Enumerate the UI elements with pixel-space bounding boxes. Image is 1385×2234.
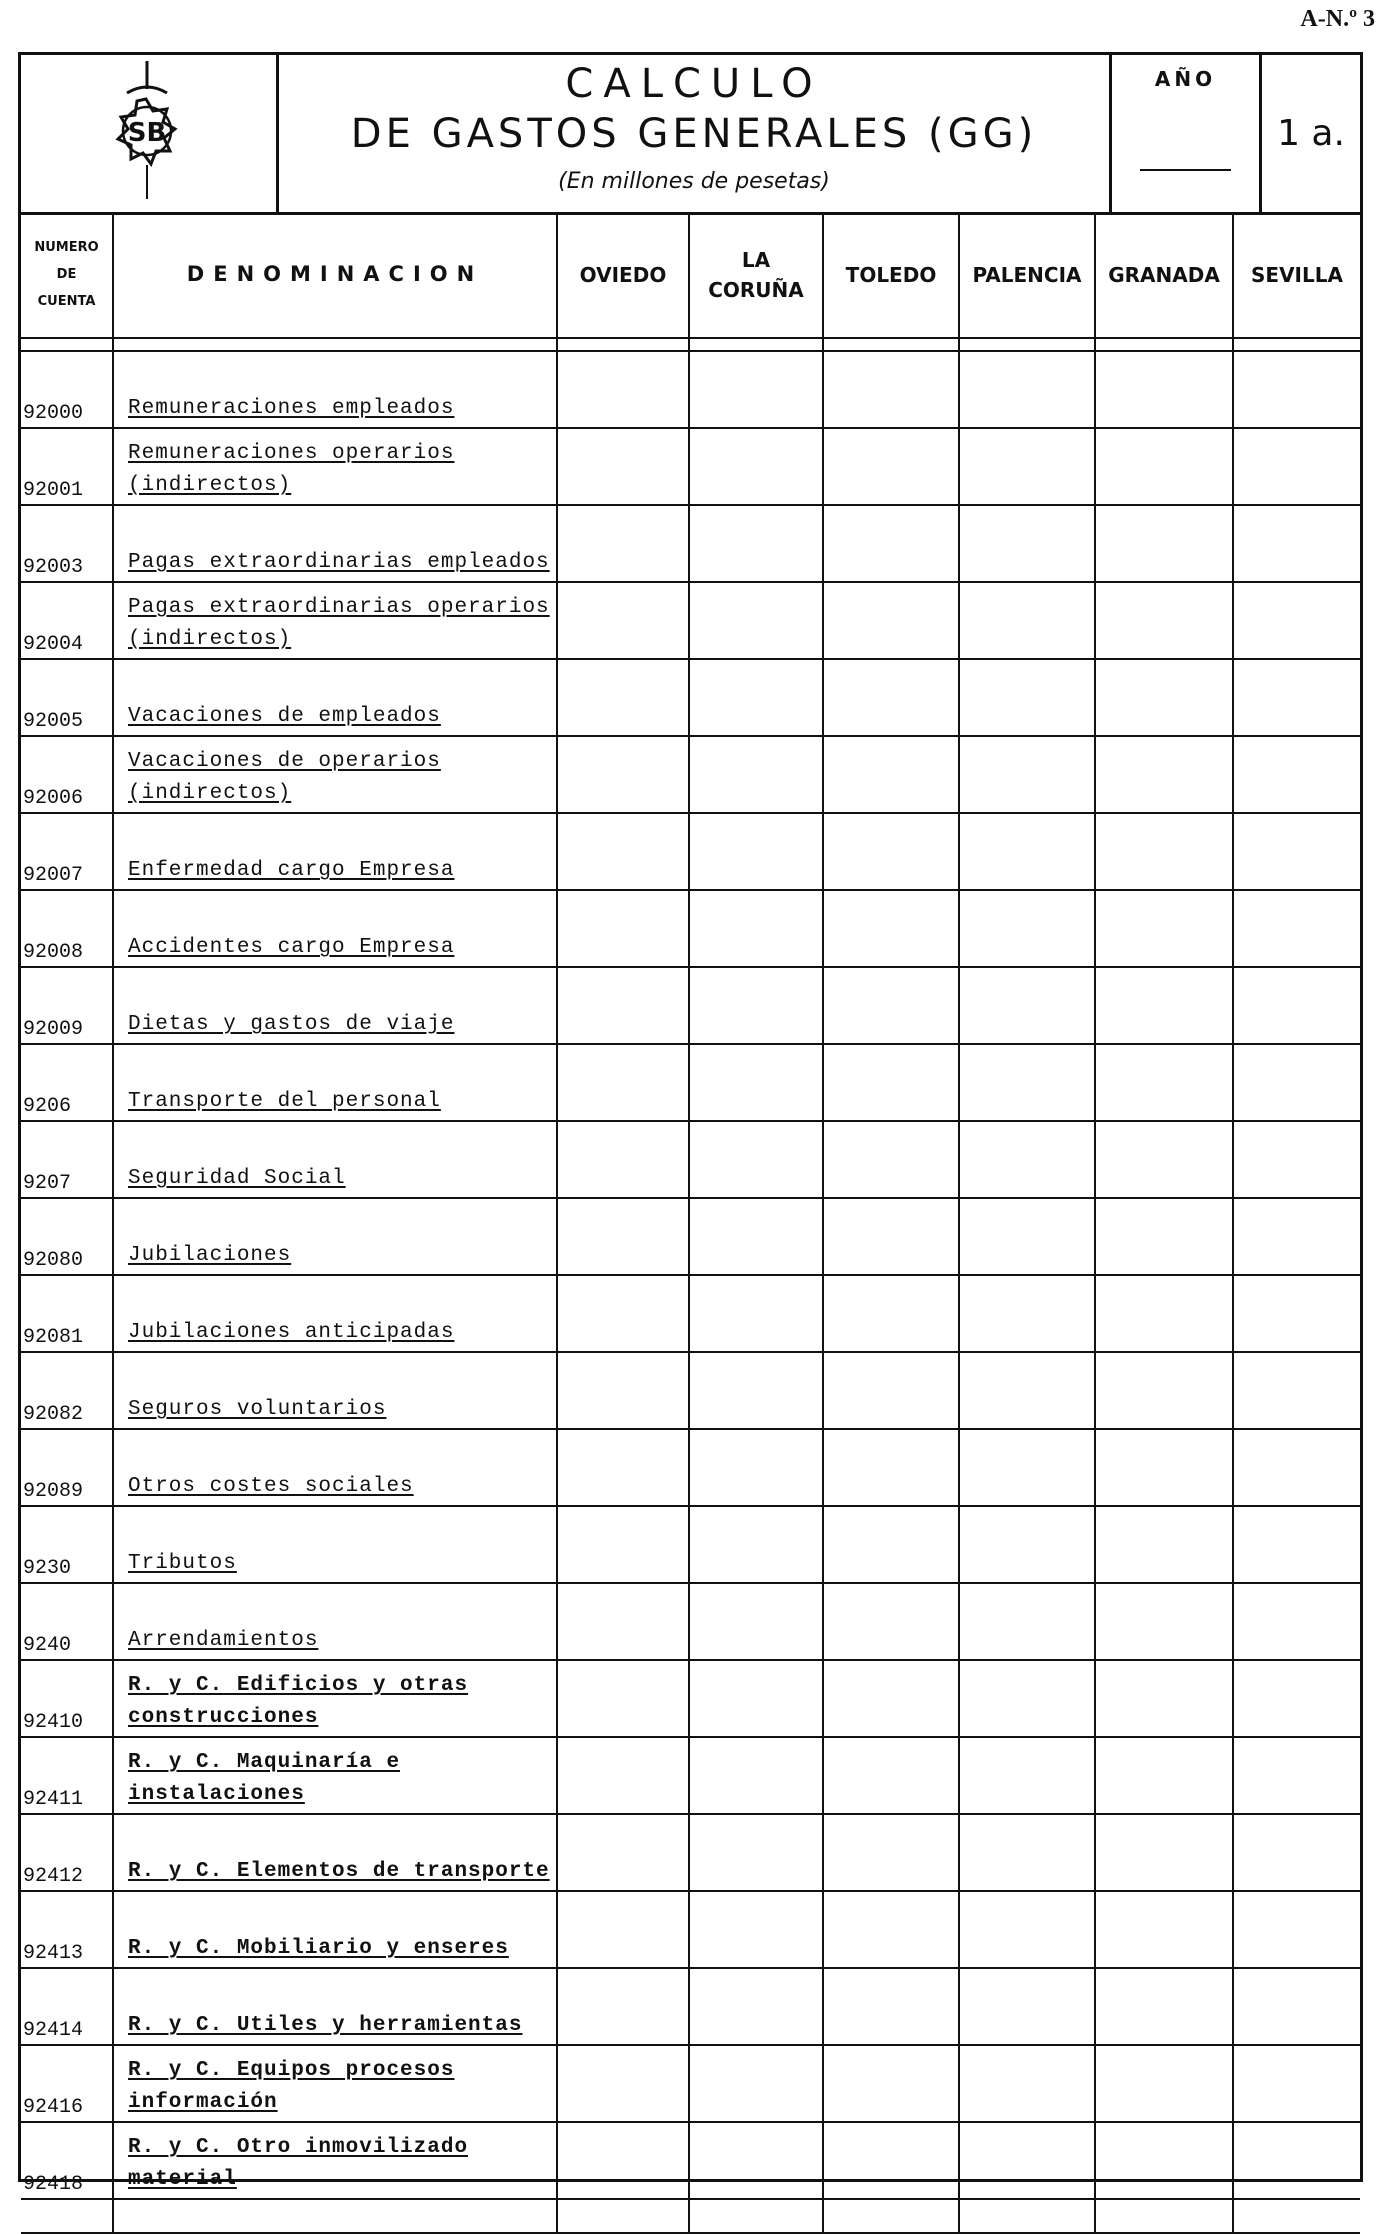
value-cell-oviedo[interactable] (557, 582, 689, 659)
value-cell-palencia[interactable] (959, 659, 1095, 736)
table-row (21, 1044, 1360, 1121)
sheet-number: 1 a. (1277, 113, 1345, 154)
value-cell-palencia[interactable] (959, 2122, 1095, 2199)
value-cell-la-coruna[interactable] (689, 1506, 823, 1583)
account-code: 92003 (21, 505, 113, 582)
value-cell-granada[interactable] (1095, 2045, 1233, 2122)
account-name: R. y C. Otro inmovilizado material (113, 2122, 557, 2199)
account-name: R. y C. Maquinaría e instalaciones (113, 1737, 557, 1814)
table-row (21, 1506, 1360, 1583)
value-cell-granada[interactable] (1095, 1583, 1233, 1660)
value-cell-granada[interactable] (1095, 967, 1233, 1044)
table-row (21, 736, 1360, 813)
value-cell-palencia[interactable] (959, 1121, 1095, 1198)
value-cell-la-coruna[interactable] (689, 2122, 823, 2199)
account-name: Arrendamientos (113, 1583, 557, 1660)
table-row (21, 1891, 1360, 1968)
value-cell-granada[interactable] (1095, 736, 1233, 813)
svg-text:SB: SB (127, 118, 167, 148)
value-cell-la-coruna[interactable] (689, 1429, 823, 1506)
value-cell-la-coruna[interactable] (689, 813, 823, 890)
table-row (21, 659, 1360, 736)
account-code: 9230 (21, 1506, 113, 1583)
account-name: Pagas extraordinarias operarios (indirectos) (113, 582, 557, 659)
value-cell-palencia[interactable] (959, 1660, 1095, 1737)
value-cell-palencia[interactable] (959, 1737, 1095, 1814)
value-cell-la-coruna[interactable] (689, 1891, 823, 1968)
account-name: R. y C. Mobiliario y enseres (113, 1891, 557, 1968)
value-cell-palencia[interactable] (959, 582, 1095, 659)
table-row (21, 1737, 1360, 1814)
account-number-header: NUMERO DE CUENTA (21, 212, 113, 338)
account-code: 92411 (21, 1737, 113, 1814)
value-cell-sevilla[interactable] (1233, 1891, 1360, 1968)
value-cell-oviedo[interactable] (557, 1121, 689, 1198)
value-cell-toledo[interactable] (823, 1198, 959, 1275)
value-cell-oviedo[interactable] (557, 1352, 689, 1429)
value-cell-palencia[interactable] (959, 736, 1095, 813)
empty-cell[interactable] (959, 2199, 1095, 2233)
empty-cell[interactable] (1233, 2199, 1360, 2233)
account-name: Remuneraciones empleados (113, 351, 557, 428)
value-cell-granada[interactable] (1095, 1968, 1233, 2045)
account-code: 92081 (21, 1275, 113, 1352)
table-row (21, 1275, 1360, 1352)
value-cell-toledo[interactable] (823, 1968, 959, 2045)
value-cell-oviedo[interactable] (557, 2045, 689, 2122)
value-cell-la-coruna[interactable] (689, 582, 823, 659)
value-cell-palencia[interactable] (959, 1429, 1095, 1506)
table-body (21, 338, 1360, 2233)
account-name: Jubilaciones (113, 1198, 557, 1275)
value-cell-granada[interactable] (1095, 1044, 1233, 1121)
value-cell-granada[interactable] (1095, 659, 1233, 736)
account-code: 92412 (21, 1814, 113, 1891)
empty-cell[interactable] (689, 2199, 823, 2233)
value-cell-sevilla[interactable] (1233, 1814, 1360, 1891)
value-cell-palencia[interactable] (959, 813, 1095, 890)
logo-cell (21, 55, 279, 212)
value-cell-oviedo[interactable] (557, 505, 689, 582)
value-cell-toledo[interactable] (823, 1044, 959, 1121)
value-cell-palencia[interactable] (959, 890, 1095, 967)
value-cell-palencia[interactable] (959, 1814, 1095, 1891)
account-name: Pagas extraordinarias empleados (113, 505, 557, 582)
table-row (21, 1583, 1360, 1660)
value-cell-toledo[interactable] (823, 1737, 959, 1814)
value-cell-toledo[interactable] (823, 2122, 959, 2199)
city-header-toledo: TOLEDO (823, 212, 959, 338)
expense-table (21, 212, 1360, 2234)
value-cell-toledo[interactable] (823, 351, 959, 428)
account-code: 92006 (21, 736, 113, 813)
spacer-row (21, 338, 1360, 351)
value-cell-sevilla[interactable] (1233, 659, 1360, 736)
value-cell-sevilla[interactable] (1233, 1968, 1360, 2045)
empty-row (21, 2199, 1360, 2233)
value-cell-oviedo[interactable] (557, 890, 689, 967)
value-cell-toledo[interactable] (823, 1814, 959, 1891)
table-row (21, 2122, 1360, 2199)
value-cell-granada[interactable] (1095, 1429, 1233, 1506)
value-cell-oviedo[interactable] (557, 1506, 689, 1583)
form-title: CALCULO (565, 61, 823, 107)
form-subtitle: (En millones de pesetas) (558, 169, 830, 194)
value-cell-oviedo[interactable] (557, 1968, 689, 2045)
value-cell-sevilla[interactable] (1233, 1429, 1360, 1506)
empty-cell (21, 2199, 113, 2233)
value-cell-toledo[interactable] (823, 813, 959, 890)
value-cell-la-coruna[interactable] (689, 1660, 823, 1737)
account-code: 92001 (21, 428, 113, 505)
value-cell-oviedo[interactable] (557, 1814, 689, 1891)
value-cell-toledo[interactable] (823, 1352, 959, 1429)
value-cell-sevilla[interactable] (1233, 1275, 1360, 1352)
account-code: 92080 (21, 1198, 113, 1275)
account-code: 92414 (21, 1968, 113, 2045)
account-name: Vacaciones de operarios (indirectos) (113, 736, 557, 813)
value-cell-toledo[interactable] (823, 659, 959, 736)
year-field-line[interactable] (1140, 169, 1231, 171)
account-name: Vacaciones de empleados (113, 659, 557, 736)
table-row (21, 2045, 1360, 2122)
table-row (21, 1198, 1360, 1275)
value-cell-granada[interactable] (1095, 1814, 1233, 1891)
account-code: 92089 (21, 1429, 113, 1506)
value-cell-palencia[interactable] (959, 2045, 1095, 2122)
value-cell-sevilla[interactable] (1233, 736, 1360, 813)
value-cell-palencia[interactable] (959, 1968, 1095, 2045)
empty-cell[interactable] (557, 2199, 689, 2233)
value-cell-sevilla[interactable] (1233, 1121, 1360, 1198)
value-cell-granada[interactable] (1095, 1506, 1233, 1583)
account-code: 92007 (21, 813, 113, 890)
value-cell-toledo[interactable] (823, 1275, 959, 1352)
value-cell-la-coruna[interactable] (689, 1968, 823, 2045)
value-cell-oviedo[interactable] (557, 1891, 689, 1968)
value-cell-palencia[interactable] (959, 1352, 1095, 1429)
annex-label: A-N.º 3 (1300, 6, 1375, 32)
value-cell-oviedo[interactable] (557, 1583, 689, 1660)
value-cell-la-coruna[interactable] (689, 2045, 823, 2122)
value-cell-granada[interactable] (1095, 582, 1233, 659)
value-cell-toledo[interactable] (823, 428, 959, 505)
account-code: 92416 (21, 2045, 113, 2122)
value-cell-toledo[interactable] (823, 505, 959, 582)
account-code: 9206 (21, 1044, 113, 1121)
value-cell-toledo[interactable] (823, 1660, 959, 1737)
value-cell-oviedo[interactable] (557, 736, 689, 813)
account-name: Seguros voluntarios (113, 1352, 557, 1429)
value-cell-granada[interactable] (1095, 505, 1233, 582)
account-code: 92410 (21, 1660, 113, 1737)
value-cell-la-coruna[interactable] (689, 659, 823, 736)
value-cell-granada[interactable] (1095, 1198, 1233, 1275)
city-header-la-coruna: LA CORUÑA (689, 212, 823, 338)
value-cell-sevilla[interactable] (1233, 505, 1360, 582)
value-cell-toledo[interactable] (823, 1429, 959, 1506)
value-cell-granada[interactable] (1095, 428, 1233, 505)
table-row (21, 505, 1360, 582)
value-cell-palencia[interactable] (959, 351, 1095, 428)
table-row (21, 813, 1360, 890)
value-cell-granada[interactable] (1095, 1121, 1233, 1198)
company-logo-icon (91, 59, 201, 209)
expense-form (18, 52, 1363, 2196)
table-row (21, 582, 1360, 659)
value-cell-sevilla[interactable] (1233, 2122, 1360, 2199)
value-cell-oviedo[interactable] (557, 1198, 689, 1275)
value-cell-la-coruna[interactable] (689, 1275, 823, 1352)
value-cell-sevilla[interactable] (1233, 351, 1360, 428)
table-row (21, 428, 1360, 505)
table-row (21, 967, 1360, 1044)
value-cell-sevilla[interactable] (1233, 1352, 1360, 1429)
value-cell-granada[interactable] (1095, 1737, 1233, 1814)
account-name: Jubilaciones anticipadas (113, 1275, 557, 1352)
empty-cell (113, 2199, 557, 2233)
value-cell-oviedo[interactable] (557, 1660, 689, 1737)
account-code: 9240 (21, 1583, 113, 1660)
value-cell-palencia[interactable] (959, 505, 1095, 582)
value-cell-la-coruna[interactable] (689, 736, 823, 813)
value-cell-toledo[interactable] (823, 967, 959, 1044)
title-cell (279, 55, 1112, 212)
value-cell-la-coruna[interactable] (689, 428, 823, 505)
value-cell-sevilla[interactable] (1233, 582, 1360, 659)
value-cell-oviedo[interactable] (557, 967, 689, 1044)
value-cell-sevilla[interactable] (1233, 1583, 1360, 1660)
account-name: R. y C. Edificios y otras construcciones (113, 1660, 557, 1737)
table-row (21, 1968, 1360, 2045)
value-cell-toledo[interactable] (823, 1121, 959, 1198)
value-cell-la-coruna[interactable] (689, 1583, 823, 1660)
value-cell-sevilla[interactable] (1233, 967, 1360, 1044)
value-cell-palencia[interactable] (959, 1044, 1095, 1121)
account-code: 9207 (21, 1121, 113, 1198)
account-name: Enfermedad cargo Empresa (113, 813, 557, 890)
account-name: R. y C. Utiles y herramientas (113, 1968, 557, 2045)
account-name: Remuneraciones operarios (indirectos) (113, 428, 557, 505)
value-cell-sevilla[interactable] (1233, 1198, 1360, 1275)
value-cell-granada[interactable] (1095, 890, 1233, 967)
value-cell-sevilla[interactable] (1233, 2045, 1360, 2122)
account-name: R. y C. Elementos de transporte (113, 1814, 557, 1891)
table-row (21, 1121, 1360, 1198)
value-cell-sevilla[interactable] (1233, 1044, 1360, 1121)
value-cell-toledo[interactable] (823, 1583, 959, 1660)
value-cell-granada[interactable] (1095, 351, 1233, 428)
value-cell-granada[interactable] (1095, 1352, 1233, 1429)
empty-cell[interactable] (823, 2199, 959, 2233)
value-cell-palencia[interactable] (959, 967, 1095, 1044)
table-row (21, 1660, 1360, 1737)
value-cell-la-coruna[interactable] (689, 890, 823, 967)
city-header-palencia: PALENCIA (959, 212, 1095, 338)
value-cell-la-coruna[interactable] (689, 505, 823, 582)
value-cell-toledo[interactable] (823, 736, 959, 813)
account-code: 92418 (21, 2122, 113, 2199)
value-cell-la-coruna[interactable] (689, 351, 823, 428)
account-name: Otros costes sociales (113, 1429, 557, 1506)
form-header (21, 55, 1360, 215)
value-cell-oviedo[interactable] (557, 428, 689, 505)
value-cell-palencia[interactable] (959, 1891, 1095, 1968)
table-row (21, 1352, 1360, 1429)
value-cell-oviedo[interactable] (557, 1737, 689, 1814)
account-name: Seguridad Social (113, 1121, 557, 1198)
year-label: AÑO (1154, 67, 1217, 91)
value-cell-toledo[interactable] (823, 582, 959, 659)
value-cell-oviedo[interactable] (557, 351, 689, 428)
account-code: 92000 (21, 351, 113, 428)
value-cell-palencia[interactable] (959, 1198, 1095, 1275)
value-cell-toledo[interactable] (823, 1891, 959, 1968)
account-code: 92005 (21, 659, 113, 736)
value-cell-palencia[interactable] (959, 1506, 1095, 1583)
value-cell-sevilla[interactable] (1233, 1506, 1360, 1583)
table-row (21, 351, 1360, 428)
value-cell-la-coruna[interactable] (689, 1198, 823, 1275)
account-name: R. y C. Equipos procesos información (113, 2045, 557, 2122)
value-cell-toledo[interactable] (823, 2045, 959, 2122)
empty-cell[interactable] (1095, 2199, 1233, 2233)
value-cell-sevilla[interactable] (1233, 813, 1360, 890)
value-cell-la-coruna[interactable] (689, 1121, 823, 1198)
value-cell-oviedo[interactable] (557, 813, 689, 890)
value-cell-oviedo[interactable] (557, 1044, 689, 1121)
city-header-oviedo: OVIEDO (557, 212, 689, 338)
value-cell-palencia[interactable] (959, 1583, 1095, 1660)
value-cell-granada[interactable] (1095, 1660, 1233, 1737)
value-cell-granada[interactable] (1095, 1891, 1233, 1968)
value-cell-la-coruna[interactable] (689, 1814, 823, 1891)
account-name: Transporte del personal (113, 1044, 557, 1121)
value-cell-oviedo[interactable] (557, 659, 689, 736)
value-cell-la-coruna[interactable] (689, 1737, 823, 1814)
value-cell-oviedo[interactable] (557, 2122, 689, 2199)
account-name: Dietas y gastos de viaje (113, 967, 557, 1044)
form-title-line2: DE GASTOS GENERALES (GG) (350, 111, 1038, 157)
value-cell-la-coruna[interactable] (689, 967, 823, 1044)
value-cell-sevilla[interactable] (1233, 890, 1360, 967)
account-name: Tributos (113, 1506, 557, 1583)
account-code: 92082 (21, 1352, 113, 1429)
value-cell-la-coruna[interactable] (689, 1352, 823, 1429)
city-header-sevilla: SEVILLA (1233, 212, 1360, 338)
value-cell-granada[interactable] (1095, 2122, 1233, 2199)
value-cell-palencia[interactable] (959, 428, 1095, 505)
value-cell-oviedo[interactable] (557, 1429, 689, 1506)
value-cell-granada[interactable] (1095, 1275, 1233, 1352)
city-header-granada: GRANADA (1095, 212, 1233, 338)
value-cell-palencia[interactable] (959, 1275, 1095, 1352)
value-cell-la-coruna[interactable] (689, 1044, 823, 1121)
year-cell (1112, 55, 1262, 212)
value-cell-toledo[interactable] (823, 1506, 959, 1583)
account-code: 92413 (21, 1891, 113, 1968)
table-row (21, 1814, 1360, 1891)
value-cell-sevilla[interactable] (1233, 428, 1360, 505)
account-name: Accidentes cargo Empresa (113, 890, 557, 967)
value-cell-sevilla[interactable] (1233, 1660, 1360, 1737)
table-row (21, 890, 1360, 967)
account-code: 92008 (21, 890, 113, 967)
account-code: 92004 (21, 582, 113, 659)
value-cell-toledo[interactable] (823, 890, 959, 967)
denomination-header: DENOMINACION (113, 212, 557, 338)
value-cell-sevilla[interactable] (1233, 1737, 1360, 1814)
value-cell-oviedo[interactable] (557, 1275, 689, 1352)
table-row (21, 1429, 1360, 1506)
value-cell-granada[interactable] (1095, 813, 1233, 890)
account-code: 92009 (21, 967, 113, 1044)
